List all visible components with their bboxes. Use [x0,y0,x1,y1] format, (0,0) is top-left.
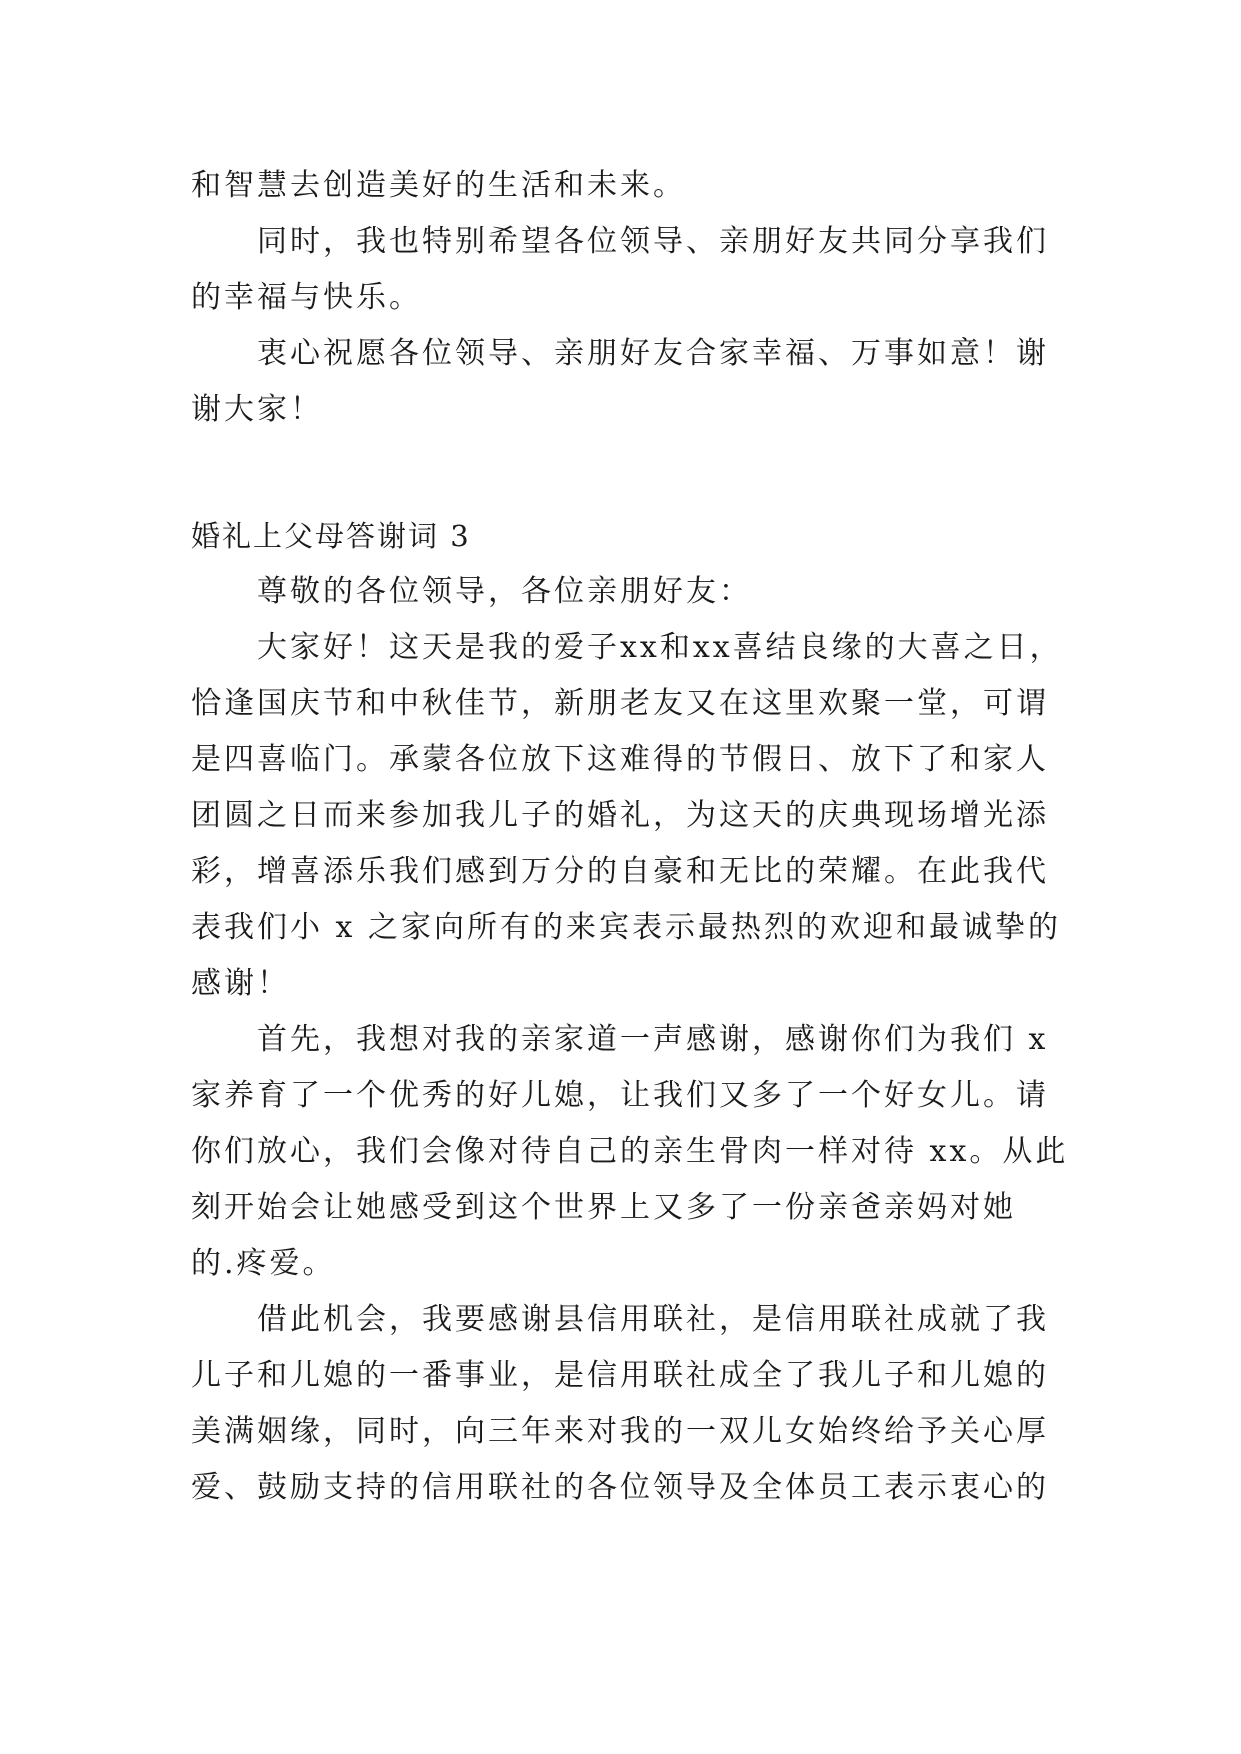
paragraph-line: 谢大家！ [191,392,323,427]
paragraph-line: 同时，我也特别希望各位领导、亲朋好友共同分享我们 [257,224,1049,259]
paragraph-line: 团圆之日而来参加我儿子的婚礼，为这天的庆典现场增光添 [191,798,1049,833]
paragraph-line: 的.疼爱。 [191,1246,336,1281]
paragraph-line: 表我们小 x 之家向所有的来宾表示最热烈的欢迎和最诚挚的 [191,910,1061,945]
paragraph-line: 爱、鼓励支持的信用联社的各位领导及全体员工表示衷心的 [191,1470,1049,1505]
paragraph-line: 儿子和儿媳的一番事业，是信用联社成全了我儿子和儿媳的 [191,1358,1049,1393]
paragraph-line: 家养育了一个优秀的好儿媳，让我们又多了一个好女儿。请 [191,1078,1049,1113]
paragraph-line: 感谢！ [191,966,290,1001]
paragraph-line: 美满姻缘，同时，向三年来对我的一双儿女始终给予关心厚 [191,1414,1049,1449]
paragraph-line: 首先，我想对我的亲家道一声感谢，感谢你们为我们 x [257,1022,1049,1057]
paragraph-line: 恰逢国庆节和中秋佳节，新朋老友又在这里欢聚一堂，可谓 [191,686,1049,721]
paragraph-line: 借此机会，我要感谢县信用联社，是信用联社成就了我 [257,1302,1049,1337]
paragraph-line: 衷心祝愿各位领导、亲朋好友合家幸福、万事如意！谢 [257,336,1049,371]
paragraph-line: 大家好！这天是我的爱子xx和xx喜结良缘的大喜之日， [257,630,1063,665]
previous-section-text [191,158,1061,438]
paragraph-line: 你们放心，我们会像对待自己的亲生骨肉一样对待 xx。从此 [191,1134,1069,1169]
section-title: 婚礼上父母答谢词 3 [191,519,471,553]
paragraph-line: 和智慧去创造美好的生活和未来。 [191,168,686,203]
paragraph-line: 的幸福与快乐。 [191,280,422,315]
section-3-text [191,508,1069,1516]
paragraph-line: 刻开始会让她感受到这个世界上又多了一份亲爸亲妈对她 [191,1190,1016,1225]
salutation-line: 尊敬的各位领导，各位亲朋好友： [257,574,752,609]
paragraph-line: 彩，增喜添乐我们感到万分的自豪和无比的荣耀。在此我代 [191,854,1049,889]
paragraph-line: 是四喜临门。承蒙各位放下这难得的节假日、放下了和家人 [191,742,1049,777]
